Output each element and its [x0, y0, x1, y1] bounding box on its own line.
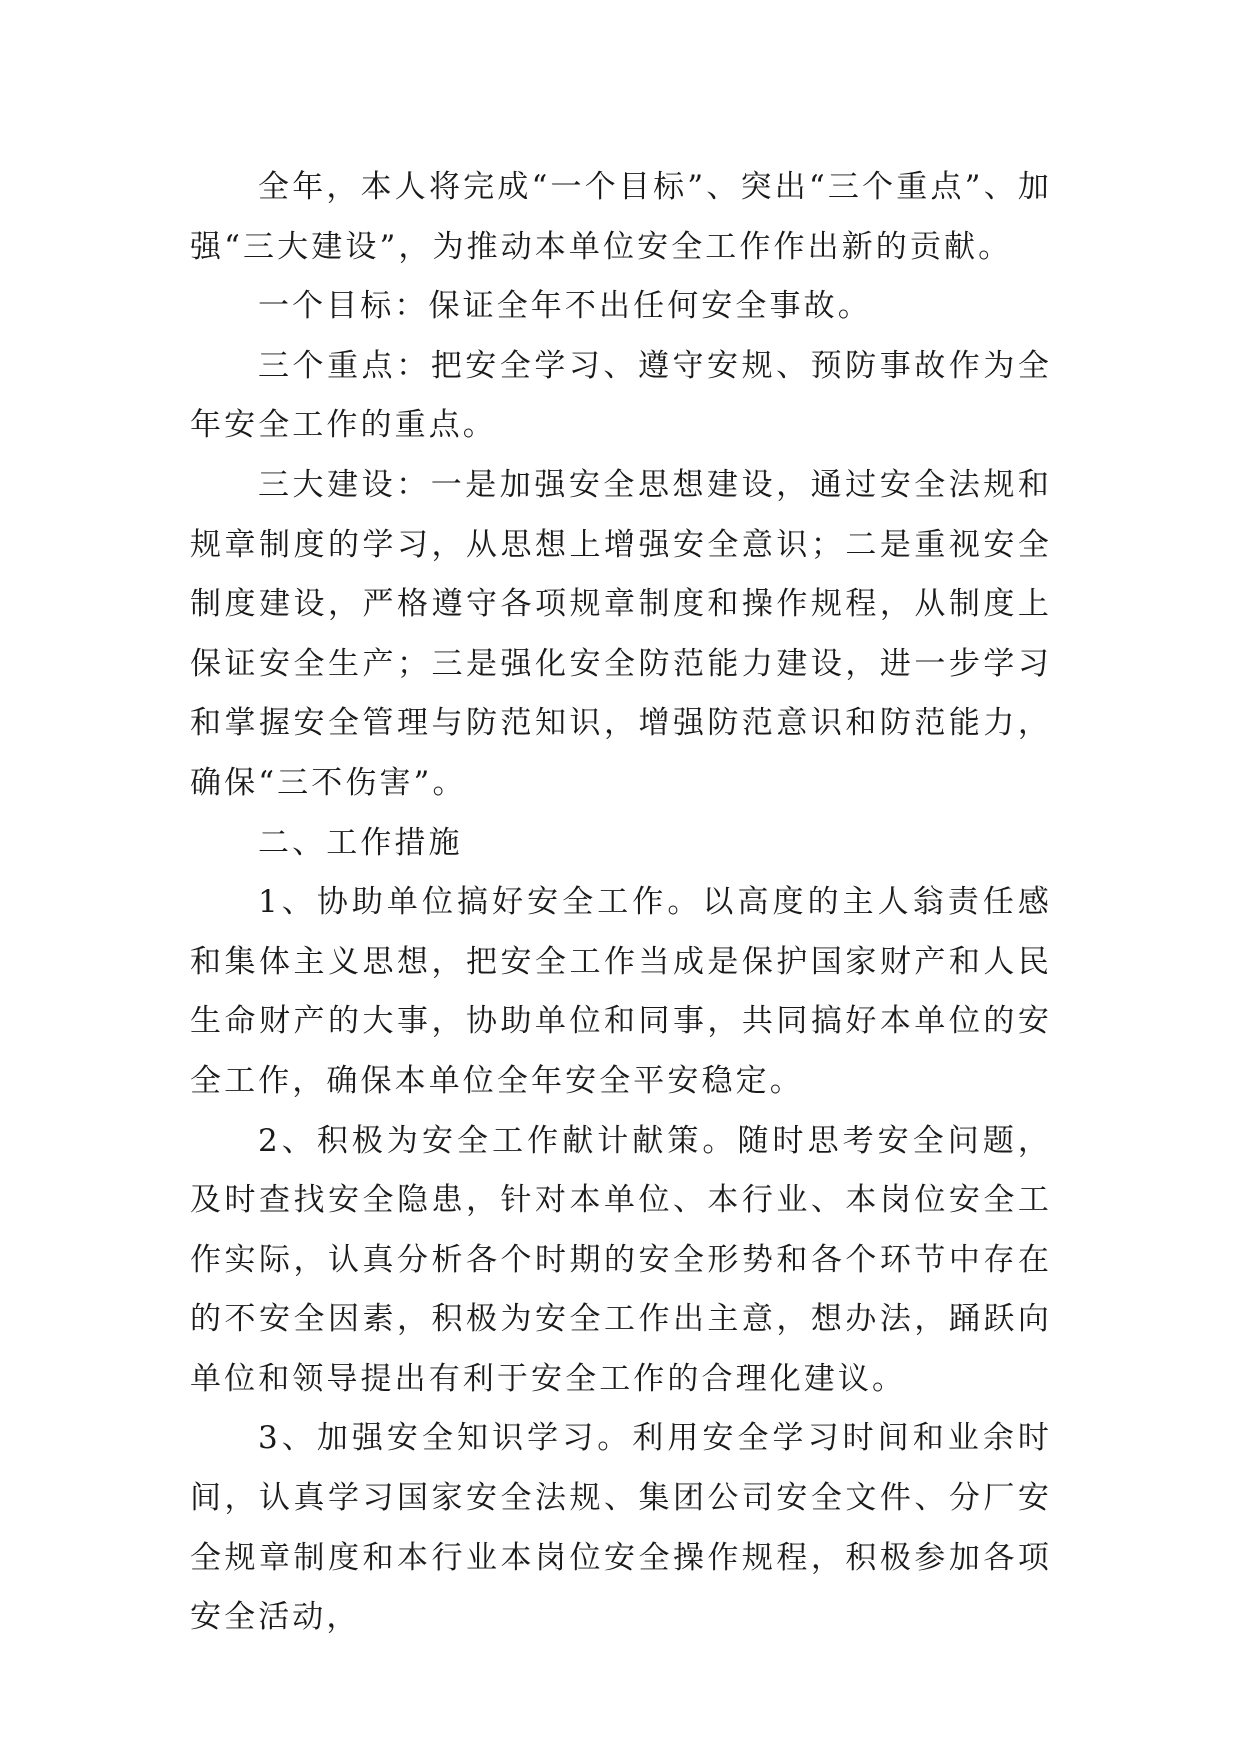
paragraph-construction: 三大建设：一是加强安全思想建设，通过安全法规和规章制度的学习，从思想上增强安全意识；二是重视安全制度建设，严格遵守各项规章制度和操作规程，从制度上保证安全生产；三是强化安全防范能力建设，进一步学习和掌握安全管理与防范知识，增强防范意识和防范能力，确保“三不伤害”。: [190, 466, 1052, 801]
paragraph-goal: 一个目标：保证全年不出任何安全事故。: [258, 288, 872, 325]
document-body: [190, 158, 1052, 1648]
paragraph-key-points: 三个重点：把安全学习、遵守安规、预防事故作为全年安全工作的重点。: [190, 347, 1052, 444]
paragraph-intro: 全年，本人将完成“一个目标”、突出“三个重点”、加强“三大建设”，为推动本单位安全工作作出新的贡献。: [190, 169, 1052, 265]
paragraph-measure-2: 2、积极为安全工作献计献策。随时思考安全问题，及时查找安全隐患，针对本单位、本行业、本岗位安全工作实际，认真分析各个时期的安全形势和各个环节中存在的不安全因素，积极为安全工作出主意，想办法，踊跃向单位和领导提出有利于安全工作的合理化建议。: [190, 1122, 1052, 1397]
section-heading-measures: 二、工作措施: [258, 824, 463, 861]
paragraph-measure-1: 1、协助单位搞好安全工作。以高度的主人翁责任感和集体主义思想，把安全工作当成是保护国家财产和人民生命财产的大事，协助单位和同事，共同搞好本单位的安全工作，确保本单位全年安全平安稳定。: [190, 884, 1052, 1099]
paragraph-measure-3: 3、加强安全知识学习。利用安全学习时间和业余时间，认真学习国家安全法规、集团公司安全文件、分厂安全规章制度和本行业本岗位安全操作规程，积极参加各项安全活动，: [190, 1420, 1052, 1636]
